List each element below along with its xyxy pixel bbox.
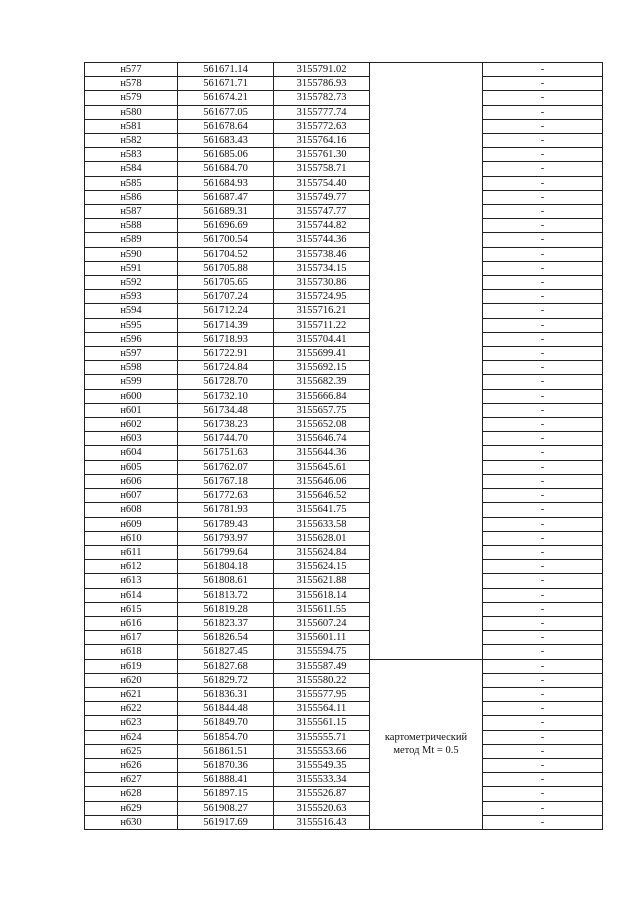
y-coordinate-cell: 3155791.02 xyxy=(274,63,370,77)
point-name-cell: н618 xyxy=(85,645,178,659)
y-coordinate-cell: 3155738.46 xyxy=(274,247,370,261)
table-row xyxy=(85,616,603,630)
point-name-cell: н614 xyxy=(85,588,178,602)
table-row xyxy=(85,105,603,119)
y-coordinate-cell: 3155646.74 xyxy=(274,432,370,446)
extra-cell: - xyxy=(483,659,603,673)
extra-cell: - xyxy=(483,389,603,403)
point-name-cell: н611 xyxy=(85,545,178,559)
y-coordinate-cell: 3155761.30 xyxy=(274,148,370,162)
extra-cell: - xyxy=(483,261,603,275)
extra-cell: - xyxy=(483,787,603,801)
method-line-1: картометрический xyxy=(384,732,468,744)
x-coordinate-cell: 561744.70 xyxy=(178,432,274,446)
x-coordinate-cell: 561849.70 xyxy=(178,716,274,730)
point-name-cell: н595 xyxy=(85,318,178,332)
x-coordinate-cell: 561728.70 xyxy=(178,375,274,389)
x-coordinate-cell: 561823.37 xyxy=(178,616,274,630)
table-row xyxy=(85,304,603,318)
table-row xyxy=(85,290,603,304)
extra-cell: - xyxy=(483,801,603,815)
y-coordinate-cell: 3155747.77 xyxy=(274,205,370,219)
table-row xyxy=(85,503,603,517)
x-coordinate-cell: 561671.71 xyxy=(178,77,274,91)
extra-cell: - xyxy=(483,716,603,730)
table-row xyxy=(85,489,603,503)
x-coordinate-cell: 561704.52 xyxy=(178,247,274,261)
table-row xyxy=(85,77,603,91)
table-row xyxy=(85,758,603,772)
method-cell xyxy=(370,659,483,829)
y-coordinate-cell: 3155657.75 xyxy=(274,403,370,417)
extra-cell: - xyxy=(483,773,603,787)
point-name-cell: н630 xyxy=(85,815,178,829)
point-name-cell: н621 xyxy=(85,687,178,701)
table-row xyxy=(85,205,603,219)
point-name-cell: н597 xyxy=(85,347,178,361)
table-row xyxy=(85,332,603,346)
table-row xyxy=(85,716,603,730)
extra-cell: - xyxy=(483,205,603,219)
table-row xyxy=(85,588,603,602)
y-coordinate-cell: 3155624.84 xyxy=(274,545,370,559)
point-name-cell: н625 xyxy=(85,744,178,758)
table-row xyxy=(85,148,603,162)
table-row xyxy=(85,659,603,673)
y-coordinate-cell: 3155553.66 xyxy=(274,744,370,758)
extra-cell: - xyxy=(483,432,603,446)
x-coordinate-cell: 561793.97 xyxy=(178,531,274,545)
extra-cell: - xyxy=(483,347,603,361)
y-coordinate-cell: 3155580.22 xyxy=(274,673,370,687)
x-coordinate-cell: 561827.68 xyxy=(178,659,274,673)
table-row xyxy=(85,645,603,659)
extra-cell: - xyxy=(483,687,603,701)
x-coordinate-cell: 561707.24 xyxy=(178,290,274,304)
extra-cell: - xyxy=(483,361,603,375)
table-row xyxy=(85,815,603,829)
table-row xyxy=(85,276,603,290)
point-name-cell: н578 xyxy=(85,77,178,91)
y-coordinate-cell: 3155618.14 xyxy=(274,588,370,602)
point-name-cell: н603 xyxy=(85,432,178,446)
y-coordinate-cell: 3155633.58 xyxy=(274,517,370,531)
x-coordinate-cell: 561861.51 xyxy=(178,744,274,758)
y-coordinate-cell: 3155561.15 xyxy=(274,716,370,730)
point-name-cell: н622 xyxy=(85,702,178,716)
y-coordinate-cell: 3155749.77 xyxy=(274,190,370,204)
point-name-cell: н604 xyxy=(85,446,178,460)
x-coordinate-cell: 561762.07 xyxy=(178,460,274,474)
table-row xyxy=(85,418,603,432)
x-coordinate-cell: 561897.15 xyxy=(178,787,274,801)
table-row xyxy=(85,730,603,744)
x-coordinate-cell: 561677.05 xyxy=(178,105,274,119)
y-coordinate-cell: 3155734.15 xyxy=(274,261,370,275)
y-coordinate-cell: 3155533.34 xyxy=(274,773,370,787)
extra-cell: - xyxy=(483,290,603,304)
x-coordinate-cell: 561734.48 xyxy=(178,403,274,417)
point-name-cell: н585 xyxy=(85,176,178,190)
table-row xyxy=(85,574,603,588)
y-coordinate-cell: 3155555.71 xyxy=(274,730,370,744)
x-coordinate-cell: 561674.21 xyxy=(178,91,274,105)
point-name-cell: н596 xyxy=(85,332,178,346)
point-name-cell: н624 xyxy=(85,730,178,744)
table-row xyxy=(85,446,603,460)
y-coordinate-cell: 3155577.95 xyxy=(274,687,370,701)
point-name-cell: н580 xyxy=(85,105,178,119)
x-coordinate-cell: 561819.28 xyxy=(178,602,274,616)
extra-cell: - xyxy=(483,105,603,119)
coordinates-table-body xyxy=(85,63,603,830)
table-row xyxy=(85,474,603,488)
y-coordinate-cell: 3155666.84 xyxy=(274,389,370,403)
x-coordinate-cell: 561687.47 xyxy=(178,190,274,204)
y-coordinate-cell: 3155594.75 xyxy=(274,645,370,659)
y-coordinate-cell: 3155782.73 xyxy=(274,91,370,105)
x-coordinate-cell: 561722.91 xyxy=(178,347,274,361)
x-coordinate-cell: 561751.63 xyxy=(178,446,274,460)
x-coordinate-cell: 561854.70 xyxy=(178,730,274,744)
extra-cell: - xyxy=(483,489,603,503)
x-coordinate-cell: 561724.84 xyxy=(178,361,274,375)
table-row xyxy=(85,702,603,716)
point-name-cell: н615 xyxy=(85,602,178,616)
point-name-cell: н584 xyxy=(85,162,178,176)
y-coordinate-cell: 3155682.39 xyxy=(274,375,370,389)
extra-cell: - xyxy=(483,219,603,233)
extra-cell: - xyxy=(483,77,603,91)
x-coordinate-cell: 561826.54 xyxy=(178,631,274,645)
table-row xyxy=(85,432,603,446)
x-coordinate-cell: 561714.39 xyxy=(178,318,274,332)
point-name-cell: н613 xyxy=(85,574,178,588)
table-row xyxy=(85,247,603,261)
x-coordinate-cell: 561718.93 xyxy=(178,332,274,346)
point-name-cell: н617 xyxy=(85,631,178,645)
point-name-cell: н605 xyxy=(85,460,178,474)
point-name-cell: н619 xyxy=(85,659,178,673)
extra-cell: - xyxy=(483,702,603,716)
extra-cell: - xyxy=(483,134,603,148)
table-row xyxy=(85,361,603,375)
x-coordinate-cell: 561813.72 xyxy=(178,588,274,602)
point-name-cell: н602 xyxy=(85,418,178,432)
y-coordinate-cell: 3155777.74 xyxy=(274,105,370,119)
x-coordinate-cell: 561781.93 xyxy=(178,503,274,517)
point-name-cell: н606 xyxy=(85,474,178,488)
x-coordinate-cell: 561844.48 xyxy=(178,702,274,716)
point-name-cell: н591 xyxy=(85,261,178,275)
table-row xyxy=(85,190,603,204)
extra-cell: - xyxy=(483,119,603,133)
extra-cell: - xyxy=(483,744,603,758)
x-coordinate-cell: 561705.65 xyxy=(178,276,274,290)
y-coordinate-cell: 3155611.55 xyxy=(274,602,370,616)
point-name-cell: н626 xyxy=(85,758,178,772)
y-coordinate-cell: 3155699.41 xyxy=(274,347,370,361)
table-row xyxy=(85,673,603,687)
table-row xyxy=(85,531,603,545)
extra-cell: - xyxy=(483,673,603,687)
table-row xyxy=(85,389,603,403)
point-name-cell: н610 xyxy=(85,531,178,545)
x-coordinate-cell: 561700.54 xyxy=(178,233,274,247)
x-coordinate-cell: 561732.10 xyxy=(178,389,274,403)
extra-cell: - xyxy=(483,531,603,545)
coordinates-table xyxy=(84,62,603,830)
y-coordinate-cell: 3155786.93 xyxy=(274,77,370,91)
y-coordinate-cell: 3155704.41 xyxy=(274,332,370,346)
point-name-cell: н581 xyxy=(85,119,178,133)
table-row xyxy=(85,787,603,801)
table-row xyxy=(85,687,603,701)
x-coordinate-cell: 561684.70 xyxy=(178,162,274,176)
point-name-cell: н583 xyxy=(85,148,178,162)
extra-cell: - xyxy=(483,148,603,162)
x-coordinate-cell: 561683.43 xyxy=(178,134,274,148)
table-row xyxy=(85,403,603,417)
point-name-cell: н594 xyxy=(85,304,178,318)
extra-cell: - xyxy=(483,91,603,105)
y-coordinate-cell: 3155764.16 xyxy=(274,134,370,148)
point-name-cell: н599 xyxy=(85,375,178,389)
point-name-cell: н616 xyxy=(85,616,178,630)
extra-cell: - xyxy=(483,815,603,829)
x-coordinate-cell: 561888.41 xyxy=(178,773,274,787)
x-coordinate-cell: 561827.45 xyxy=(178,645,274,659)
x-coordinate-cell: 561678.64 xyxy=(178,119,274,133)
point-name-cell: н601 xyxy=(85,403,178,417)
point-name-cell: н587 xyxy=(85,205,178,219)
y-coordinate-cell: 3155601.11 xyxy=(274,631,370,645)
method-line-2: метод Mt = 0.5 xyxy=(393,745,459,757)
point-name-cell: н579 xyxy=(85,91,178,105)
table-row xyxy=(85,801,603,815)
point-name-cell: н577 xyxy=(85,63,178,77)
x-coordinate-cell: 561767.18 xyxy=(178,474,274,488)
extra-cell: - xyxy=(483,602,603,616)
point-name-cell: н592 xyxy=(85,276,178,290)
table-row xyxy=(85,63,603,77)
y-coordinate-cell: 3155526.87 xyxy=(274,787,370,801)
table-row xyxy=(85,631,603,645)
extra-cell: - xyxy=(483,233,603,247)
table-row xyxy=(85,91,603,105)
point-name-cell: н590 xyxy=(85,247,178,261)
extra-cell: - xyxy=(483,631,603,645)
point-name-cell: н620 xyxy=(85,673,178,687)
extra-cell: - xyxy=(483,588,603,602)
extra-cell: - xyxy=(483,560,603,574)
point-name-cell: н609 xyxy=(85,517,178,531)
point-name-cell: н607 xyxy=(85,489,178,503)
table-row xyxy=(85,460,603,474)
y-coordinate-cell: 3155758.71 xyxy=(274,162,370,176)
y-coordinate-cell: 3155754.40 xyxy=(274,176,370,190)
y-coordinate-cell: 3155744.82 xyxy=(274,219,370,233)
y-coordinate-cell: 3155587.49 xyxy=(274,659,370,673)
y-coordinate-cell: 3155641.75 xyxy=(274,503,370,517)
extra-cell: - xyxy=(483,730,603,744)
point-name-cell: н623 xyxy=(85,716,178,730)
x-coordinate-cell: 561772.63 xyxy=(178,489,274,503)
extra-cell: - xyxy=(483,418,603,432)
extra-cell: - xyxy=(483,176,603,190)
y-coordinate-cell: 3155692.15 xyxy=(274,361,370,375)
point-name-cell: н586 xyxy=(85,190,178,204)
extra-cell: - xyxy=(483,758,603,772)
y-coordinate-cell: 3155621.88 xyxy=(274,574,370,588)
y-coordinate-cell: 3155646.52 xyxy=(274,489,370,503)
extra-cell: - xyxy=(483,304,603,318)
y-coordinate-cell: 3155724.95 xyxy=(274,290,370,304)
x-coordinate-cell: 561712.24 xyxy=(178,304,274,318)
y-coordinate-cell: 3155520.63 xyxy=(274,801,370,815)
point-name-cell: н593 xyxy=(85,290,178,304)
extra-cell: - xyxy=(483,517,603,531)
extra-cell: - xyxy=(483,574,603,588)
table-row xyxy=(85,134,603,148)
x-coordinate-cell: 561804.18 xyxy=(178,560,274,574)
extra-cell: - xyxy=(483,276,603,290)
table-row xyxy=(85,517,603,531)
extra-cell: - xyxy=(483,545,603,559)
table-row xyxy=(85,602,603,616)
extra-cell: - xyxy=(483,162,603,176)
table-row xyxy=(85,560,603,574)
y-coordinate-cell: 3155624.15 xyxy=(274,560,370,574)
point-name-cell: н612 xyxy=(85,560,178,574)
x-coordinate-cell: 561684.93 xyxy=(178,176,274,190)
x-coordinate-cell: 561689.31 xyxy=(178,205,274,219)
method-cell-empty xyxy=(370,63,483,660)
extra-cell: - xyxy=(483,446,603,460)
table-row xyxy=(85,261,603,275)
table-row xyxy=(85,773,603,787)
y-coordinate-cell: 3155607.24 xyxy=(274,616,370,630)
extra-cell: - xyxy=(483,375,603,389)
table-row xyxy=(85,219,603,233)
extra-cell: - xyxy=(483,332,603,346)
y-coordinate-cell: 3155628.01 xyxy=(274,531,370,545)
point-name-cell: н598 xyxy=(85,361,178,375)
y-coordinate-cell: 3155564.11 xyxy=(274,702,370,716)
extra-cell: - xyxy=(483,616,603,630)
table-row xyxy=(85,347,603,361)
y-coordinate-cell: 3155644.36 xyxy=(274,446,370,460)
extra-cell: - xyxy=(483,460,603,474)
y-coordinate-cell: 3155549.35 xyxy=(274,758,370,772)
table-row xyxy=(85,318,603,332)
point-name-cell: н627 xyxy=(85,773,178,787)
x-coordinate-cell: 561870.36 xyxy=(178,758,274,772)
extra-cell: - xyxy=(483,190,603,204)
x-coordinate-cell: 561671.14 xyxy=(178,63,274,77)
y-coordinate-cell: 3155716.21 xyxy=(274,304,370,318)
table-row xyxy=(85,176,603,190)
extra-cell: - xyxy=(483,63,603,77)
point-name-cell: н589 xyxy=(85,233,178,247)
table-row xyxy=(85,744,603,758)
point-name-cell: н608 xyxy=(85,503,178,517)
extra-cell: - xyxy=(483,645,603,659)
extra-cell: - xyxy=(483,403,603,417)
table-row xyxy=(85,375,603,389)
x-coordinate-cell: 561799.64 xyxy=(178,545,274,559)
extra-cell: - xyxy=(483,247,603,261)
table-row xyxy=(85,119,603,133)
point-name-cell: н588 xyxy=(85,219,178,233)
point-name-cell: н582 xyxy=(85,134,178,148)
x-coordinate-cell: 561696.69 xyxy=(178,219,274,233)
extra-cell: - xyxy=(483,503,603,517)
x-coordinate-cell: 561685.06 xyxy=(178,148,274,162)
y-coordinate-cell: 3155730.86 xyxy=(274,276,370,290)
y-coordinate-cell: 3155711.22 xyxy=(274,318,370,332)
x-coordinate-cell: 561789.43 xyxy=(178,517,274,531)
x-coordinate-cell: 561917.69 xyxy=(178,815,274,829)
x-coordinate-cell: 561836.31 xyxy=(178,687,274,701)
table-row xyxy=(85,162,603,176)
y-coordinate-cell: 3155744.36 xyxy=(274,233,370,247)
y-coordinate-cell: 3155516.43 xyxy=(274,815,370,829)
x-coordinate-cell: 561738.23 xyxy=(178,418,274,432)
extra-cell: - xyxy=(483,474,603,488)
point-name-cell: н629 xyxy=(85,801,178,815)
point-name-cell: н600 xyxy=(85,389,178,403)
y-coordinate-cell: 3155645.61 xyxy=(274,460,370,474)
extra-cell: - xyxy=(483,318,603,332)
x-coordinate-cell: 561808.61 xyxy=(178,574,274,588)
x-coordinate-cell: 561705.88 xyxy=(178,261,274,275)
y-coordinate-cell: 3155652.08 xyxy=(274,418,370,432)
point-name-cell: н628 xyxy=(85,787,178,801)
y-coordinate-cell: 3155772.63 xyxy=(274,119,370,133)
x-coordinate-cell: 561908.27 xyxy=(178,801,274,815)
table-row xyxy=(85,233,603,247)
table-row xyxy=(85,545,603,559)
y-coordinate-cell: 3155646.06 xyxy=(274,474,370,488)
x-coordinate-cell: 561829.72 xyxy=(178,673,274,687)
